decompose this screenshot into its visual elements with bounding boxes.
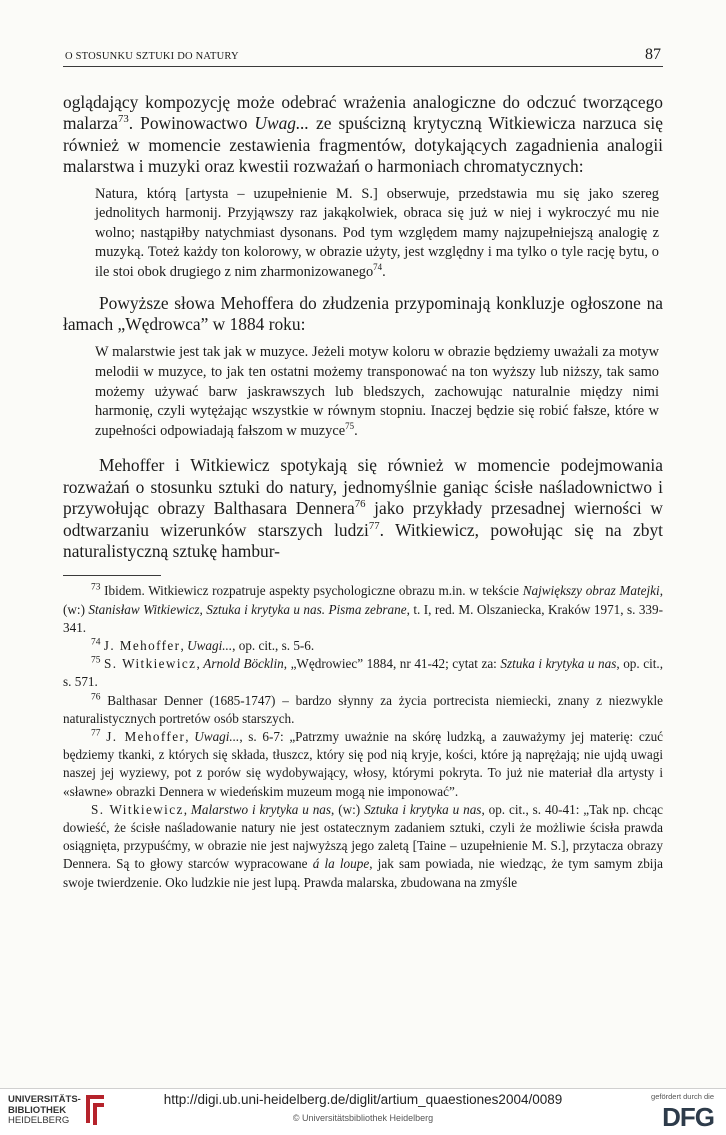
block-quote-1: Natura, którą [artysta – uzupełnienie M. S.] obserwuje, przedstawia mu się jako szereg jednolitych harmonij. Przyjąwszy raz jakąkolwiek, obraca się już w niej i wykroczyć mu nie wolno; nastąpiłby natychmiast dysonans. Pod tym względem mamy najzupełniejszą analogię z muzyką. Toteż każdy ton kolorowy, w obrazie użyty, jest względny i ma tylko o tyle rację bytu, o ile stoi obok drugiego z nim zharmonizowanego$^{74}$. [95,185,659,280]
footnote-75: $^{75}$ S. Witkiewicz, Arnold Böcklin, „Wędrowiec” 1884, nr 41-42; cytat za: Sztuka i krytyka u nas, op. cit., s. 571. [63,655,664,690]
paragraph-1: oglądający kompozycję może odebrać wrażenia analogiczne do odczuć tworzącego malarza$^{73}$. Powinowactwo Uwag... ze spuścizną krytyczną Witkiewicza narzuca się również w momencie zestawienia fragmentów, dotykających zagadnienia analogii malarstwa i muzyki oraz kwestii rozważań o harmoniach chromatycznych: [63,92,663,177]
footnote-ref-77[interactable]: 77 [368,519,380,532]
copyright-notice: © Universitätsbibliothek Heidelberg [292,1113,434,1123]
page-header [63,44,663,67]
dfg-caption: gefördert durch die [651,1092,714,1101]
page-number: 87 [645,46,661,63]
page-body [63,92,663,892]
footnote-76: $^{76}$ Balthasar Denner (1685-1747) – bardzo słynny za życia portrecista niemiecki, znany z niezwykle naturalistycznych portretów osób starszych. [63,692,663,726]
footnote-ref-74[interactable]: 74 [373,262,383,273]
footnote-ref-73[interactable]: 73 [118,113,129,126]
dfg-logo: DFG [662,1102,714,1132]
footnote-77: $^{77}$ J. Mehoffer, Uwagi..., s. 6-7: „Patrzmy uważnie na skórę ludzką, a zauważymy jej materię: czuć będziemy tkanki, z których się składa, tłuszcz, który się pod nią kryje, kości, które ją naprężają; nie ujdą uwagi naszej jej wyziewy, pot z porów się wydobywający, włosy, którymi pokryta. To już nie materiał dla artysty i «sławne» obrazki Dennera w wiedeńskim muzeum mogą nie imponować”. [63,728,664,799]
paragraph-3: Mehoffer i Witkiewicz spotykają się również w momencie podejmowania rozważań o stosunku sztuki do natury, jednomyślnie ganiąc ścisłe naśladownictwo i przywołując obrazy Balthasara Dennera$^{76}$ jako przykłady przesadnej wierności w odtwarzaniu wizerunków starszych ludzi$^{77}$. Witkiewicz, powołując się na zbyt naturalistyczną sztukę hambur- [63,455,663,561]
footnote-77-continued: S. Witkiewicz, Malarstwo i krytyka u nas, (w:) Sztuka i krytyka u nas, op. cit., s. 40-41: „Tak np. chcąc dowieść, że ścisłe naśladowanie natury nie jest ostatecznym zadaniem sztuki, czyli że możliwie ścisła prawda osiągnięta, przypuśćmy, w obrazie nie jest najwyższą jego zaletą [Taine – uzupełnienie M. S.], przytacza obrazy Dennera. Są to głowy starców wypracowane á la loupe, jak sam powiada, nie wiedząc, że tym samym zbija swoje twierdzenie. Oko ludzkie nie jest lupą. Prawda malarska, zbudowana na zmyśle [63,801,663,890]
block-quote-2: W malarstwie jest tak jak w muzyce. Jeżeli motyw koloru w obrazie będziemy uważali za motyw melodii w muzyce, to jak ten ostatni możemy transponować na ton wyższy lub niższy, tak samo możemy używać barw jaskrawszych lub bledszych, zachowując naturalnie między nimi harmonię, czyli wytężając wszystkie w równym stopniu. Inaczej będzie się robić fałsze, które w zupełności odpowiadają fałszom w muzyce$^{75}$. [95,344,659,439]
library-name: UNIVERSITÄTS- BIBLIOTHEK HEIDELBERG [8,1094,81,1126]
digitization-footer [0,1088,726,1135]
permalink-url[interactable]: http://digi.ub.uni-heidelberg.de/diglit/artium_quaestiones2004/0089 [163,1092,563,1107]
footnote-73: $^{73}$ Ibidem. Witkiewicz rozpatruje aspekty psychologiczne obrazu m.in. w tekście Największy obraz Matejki, (w:) Stanisław Witkiewicz, Sztuka i krytyka u nas. Pisma zebrane, t. I, red. M. Olszaniecka, Kraków 1971, s. 339-341. [63,583,663,635]
running-title: O STOSUNKU SZTUKI DO NATURY [65,51,239,62]
footnote-ref-75[interactable]: 75 [345,420,355,431]
paragraph-2: Powyższe słowa Mehoffera do złudzenia przypominają konkluzje ogłoszone na łamach „Wędrowca” w 1884 roku: [63,292,663,334]
footnote-74: $^{74}$ J. Mehoffer, Uwagi..., op. cit., s. 5-6. [91,637,315,654]
footnote-separator [63,575,161,582]
footnote-ref-76[interactable]: 76 [354,498,366,511]
